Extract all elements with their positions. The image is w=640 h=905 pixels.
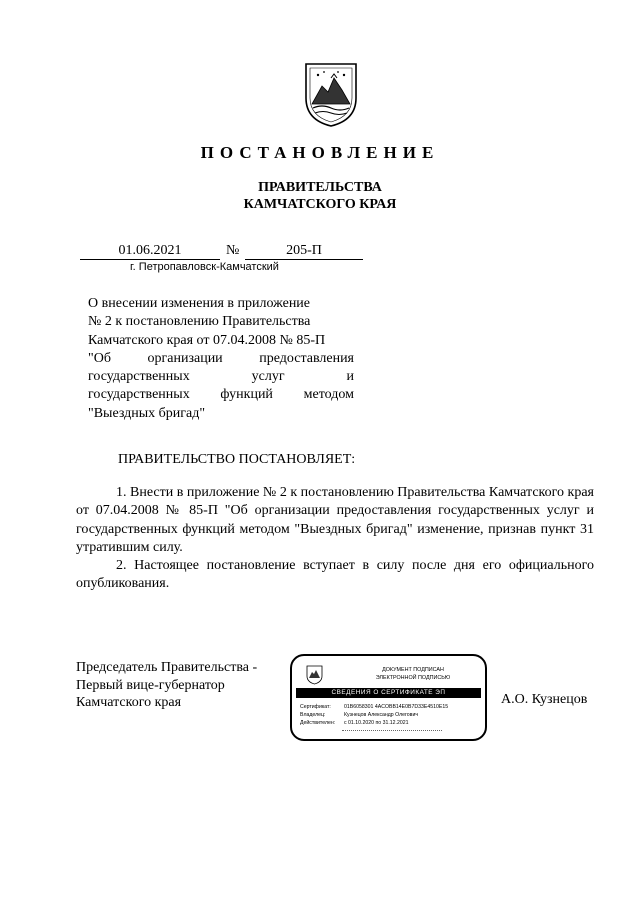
signer-position-line: Первый вице-губернатор <box>76 677 225 693</box>
stamp-cert-row <box>300 704 448 711</box>
city-label: г. Петропавловск-Камчатский <box>130 261 279 273</box>
stamp-header-line: ЭЛЕКТРОННОЙ ПОДПИСЬЮ <box>375 675 451 681</box>
stamp-header-line: ДОКУМЕНТ ПОДПИСАН <box>382 667 444 673</box>
document-type-title: ПОСТАНОВЛЕНИЕ <box>200 143 440 162</box>
signer-position-line: Камчатского края <box>76 695 182 710</box>
signer-name: А.О. Кузнецов <box>501 692 588 707</box>
document-number: 205-П <box>245 242 363 260</box>
stamp-valid-label: Действителен: <box>300 720 336 726</box>
stamp-owner-value: Кузнецов Александр Олегович <box>344 712 419 718</box>
electronic-signature-stamp <box>290 654 487 741</box>
issuer-line-2: КАМЧАТСКОГО КРАЯ <box>243 197 397 212</box>
stamp-cert-value: 01B6058301 4ACOBB14E0B7D33E4510E15 <box>344 704 449 710</box>
kamchatka-emblem-icon <box>300 60 362 128</box>
body-item-1: 1. Внести в приложение № 2 к постановлению Правительства Камчатского края от 07.04.2008 № 85-П "Об организации предоставления государственных услуг и государственных функций методом "Выездных бригад" изменение, признав пункт 31 утратившим силу. <box>76 485 594 555</box>
issuer-block <box>0 179 640 213</box>
stamp-certificate-bar: СВЕДЕНИЯ О СЕРТИФИКАТЕ ЭП <box>296 688 481 698</box>
document-date: 01.06.2021 <box>80 242 220 260</box>
signer-position <box>76 659 257 712</box>
body-item-2: 2. Настоящее постановление вступает в силу после дня его официального опубликования. <box>76 558 594 592</box>
stamp-valid-row <box>300 720 409 727</box>
stamp-owner-row <box>300 712 418 719</box>
stamp-header <box>358 666 468 682</box>
emblem-small-icon <box>305 665 324 685</box>
document-subject <box>88 295 354 423</box>
subject-line: Камчатского края от 07.04.2008 № 85-П <box>88 332 326 348</box>
subject-line: О внесении изменения в приложение <box>88 296 311 311</box>
document-body <box>76 484 594 594</box>
decrees-heading: ПРАВИТЕЛЬСТВО ПОСТАНОВЛЯЕТ: <box>118 452 356 467</box>
stamp-owner-label: Владелец: <box>300 712 326 718</box>
subject-line: "Об организации предоставления <box>88 350 354 366</box>
number-sign: № <box>226 243 240 258</box>
stamp-valid-value: с 01.10.2020 по 31.12.2021 <box>344 720 409 726</box>
issuer-line-1: ПРАВИТЕЛЬСТВА <box>258 180 382 195</box>
stamp-footer-divider <box>342 730 442 735</box>
subject-line: государственных функций методом <box>88 387 354 403</box>
signer-position-line: Председатель Правительства - <box>76 660 258 675</box>
subject-line: № 2 к постановлению Правительства <box>88 314 311 330</box>
subject-line: государственных услуг и <box>88 369 354 385</box>
stamp-cert-label: Сертификат: <box>300 704 331 710</box>
subject-line: "Выездных бригад" <box>88 405 206 421</box>
